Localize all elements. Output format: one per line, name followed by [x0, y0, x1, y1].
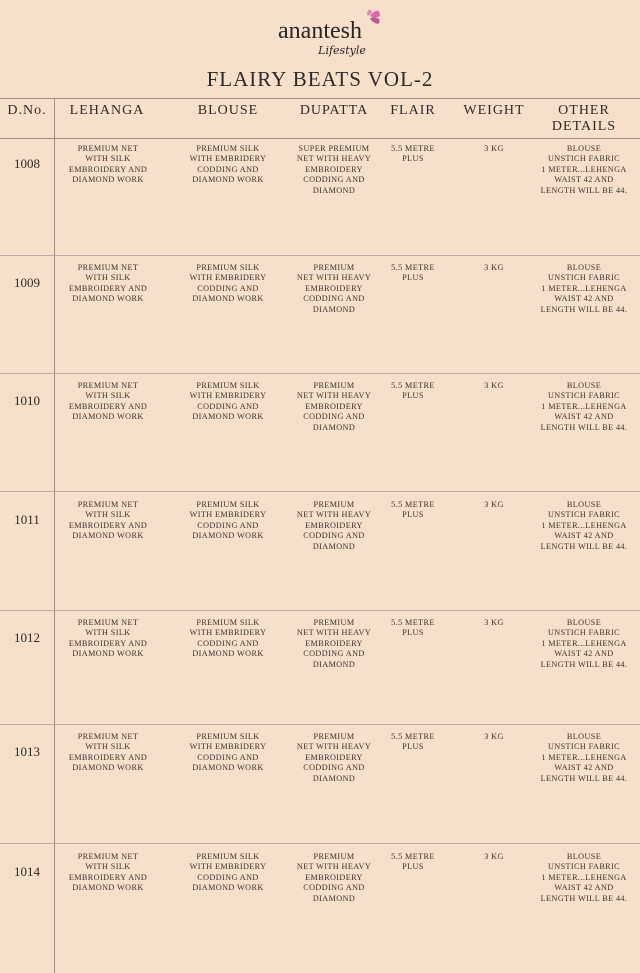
cell-other-details: BLOUSE UNSTICH FABRIC 1 METER...LEHENGA WAIST 42 AND LENGTH WILL BE 44. — [540, 144, 628, 195]
table-row — [0, 379, 640, 489]
cell-flair: 5.5 METRE PLUS — [391, 500, 435, 520]
cell-dupatta: SUPER PREMIUM NET WITH HEAVY EMBROIDERY CODDING AND DIAMOND — [296, 144, 372, 195]
header-bottom-border — [0, 138, 640, 139]
cell-weight: 3 KG — [484, 263, 504, 272]
table-row — [0, 616, 640, 726]
header-other-line2: DETAILS — [551, 119, 617, 134]
cell-other-details: BLOUSE UNSTICH FABRIC 1 METER...LEHENGA WAIST 42 AND LENGTH WILL BE 44. — [540, 852, 628, 903]
cell-other-details: BLOUSE UNSTICH FABRIC 1 METER...LEHENGA WAIST 42 AND LENGTH WILL BE 44. — [540, 381, 628, 432]
cell-dupatta: PREMIUM NET WITH HEAVY EMBROIDERY CODDING AND DIAMOND — [296, 732, 372, 783]
cell-weight: 3 KG — [484, 618, 504, 627]
table-top-border — [0, 98, 640, 99]
product-table — [0, 98, 640, 973]
cell-lehanga: PREMIUM NET WITH SILK EMBROIDERY AND DIAMOND WORK — [68, 618, 148, 659]
page-title: FLAIRY BEATS VOL-2 — [206, 67, 434, 91]
cell-blouse: PREMIUM SILK WITH EMBRIDERY CODDING AND DIAMOND WORK — [189, 618, 267, 659]
table-row — [0, 142, 640, 252]
cell-lehanga: PREMIUM NET WITH SILK EMBROIDERY AND DIAMOND WORK — [68, 500, 148, 541]
row-divider — [0, 491, 640, 492]
cell-flair: 5.5 METRE PLUS — [391, 618, 435, 638]
cell-lehanga: PREMIUM NET WITH SILK EMBROIDERY AND DIAMOND WORK — [68, 852, 148, 893]
header-dno: D.No. — [7, 103, 47, 118]
brand-logo — [0, 6, 640, 62]
cell-blouse: PREMIUM SILK WITH EMBRIDERY CODDING AND DIAMOND WORK — [189, 381, 267, 422]
logo-main-text: anantesh — [278, 18, 362, 44]
cell-dno: 1014 — [14, 864, 40, 879]
cell-other-details: BLOUSE UNSTICH FABRIC 1 METER...LEHENGA WAIST 42 AND LENGTH WILL BE 44. — [540, 618, 628, 669]
cell-weight: 3 KG — [484, 732, 504, 741]
row-divider — [0, 724, 640, 725]
cell-dno: 1012 — [14, 630, 40, 645]
logo-sub-text: Lifestyle — [318, 44, 366, 57]
cell-lehanga: PREMIUM NET WITH SILK EMBROIDERY AND DIAMOND WORK — [68, 381, 148, 422]
cell-weight: 3 KG — [484, 144, 504, 153]
cell-weight: 3 KG — [484, 500, 504, 509]
table-row — [0, 498, 640, 608]
anantesh-logo-graphic — [230, 6, 410, 62]
header-weight: WEIGHT — [463, 103, 525, 118]
cell-dupatta: PREMIUM NET WITH HEAVY EMBROIDERY CODDING AND DIAMOND — [296, 500, 372, 551]
row-divider — [0, 610, 640, 611]
cell-flair: 5.5 METRE PLUS — [391, 144, 435, 164]
cell-blouse: PREMIUM SILK WITH EMBRIDERY CODDING AND DIAMOND WORK — [189, 732, 267, 773]
cell-blouse: PREMIUM SILK WITH EMBRIDERY CODDING AND DIAMOND WORK — [189, 144, 267, 185]
cell-dupatta: PREMIUM NET WITH HEAVY EMBROIDERY CODDING AND DIAMOND — [296, 852, 372, 903]
cell-weight: 3 KG — [484, 852, 504, 861]
cell-weight: 3 KG — [484, 381, 504, 390]
cell-flair: 5.5 METRE PLUS — [391, 263, 435, 283]
row-divider — [0, 373, 640, 374]
header-lehanga: LEHANGA — [69, 103, 145, 118]
cell-lehanga: PREMIUM NET WITH SILK EMBROIDERY AND DIAMOND WORK — [68, 732, 148, 773]
cell-dno: 1009 — [14, 275, 40, 290]
header-other-details — [536, 103, 632, 135]
table-row — [0, 261, 640, 371]
cell-dno: 1010 — [14, 393, 40, 408]
cell-lehanga: PREMIUM NET WITH SILK EMBROIDERY AND DIAMOND WORK — [68, 144, 148, 185]
header-blouse: BLOUSE — [197, 103, 259, 118]
cell-flair: 5.5 METRE PLUS — [391, 381, 435, 401]
cell-other-details: BLOUSE UNSTICH FABRIC 1 METER...LEHENGA WAIST 42 AND LENGTH WILL BE 44. — [540, 732, 628, 783]
cell-blouse: PREMIUM SILK WITH EMBRIDERY CODDING AND DIAMOND WORK — [189, 852, 267, 893]
cell-flair: 5.5 METRE PLUS — [391, 732, 435, 752]
cell-dno: 1011 — [14, 512, 40, 527]
cell-blouse: PREMIUM SILK WITH EMBRIDERY CODDING AND DIAMOND WORK — [189, 500, 267, 541]
header-dupatta: DUPATTA — [299, 103, 369, 118]
cell-dno: 1008 — [14, 156, 40, 171]
row-divider — [0, 255, 640, 256]
cell-other-details: BLOUSE UNSTICH FABRIC 1 METER...LEHENGA WAIST 42 AND LENGTH WILL BE 44. — [540, 500, 628, 551]
leaf-icon — [367, 10, 380, 24]
cell-other-details: BLOUSE UNSTICH FABRIC 1 METER...LEHENGA WAIST 42 AND LENGTH WILL BE 44. — [540, 263, 628, 314]
cell-flair: 5.5 METRE PLUS — [391, 852, 435, 872]
cell-blouse: PREMIUM SILK WITH EMBRIDERY CODDING AND DIAMOND WORK — [189, 263, 267, 304]
header-flair: FLAIR — [390, 103, 436, 118]
cell-dupatta: PREMIUM NET WITH HEAVY EMBROIDERY CODDING AND DIAMOND — [296, 381, 372, 432]
cell-dno: 1013 — [14, 744, 40, 759]
header-other-line1: OTHER — [558, 103, 610, 118]
cell-lehanga: PREMIUM NET WITH SILK EMBROIDERY AND DIAMOND WORK — [68, 263, 148, 304]
cell-dupatta: PREMIUM NET WITH HEAVY EMBROIDERY CODDING AND DIAMOND — [296, 618, 372, 669]
table-row — [0, 730, 640, 840]
row-divider — [0, 843, 640, 844]
cell-dupatta: PREMIUM NET WITH HEAVY EMBROIDERY CODDING AND DIAMOND — [296, 263, 372, 314]
table-row — [0, 850, 640, 960]
